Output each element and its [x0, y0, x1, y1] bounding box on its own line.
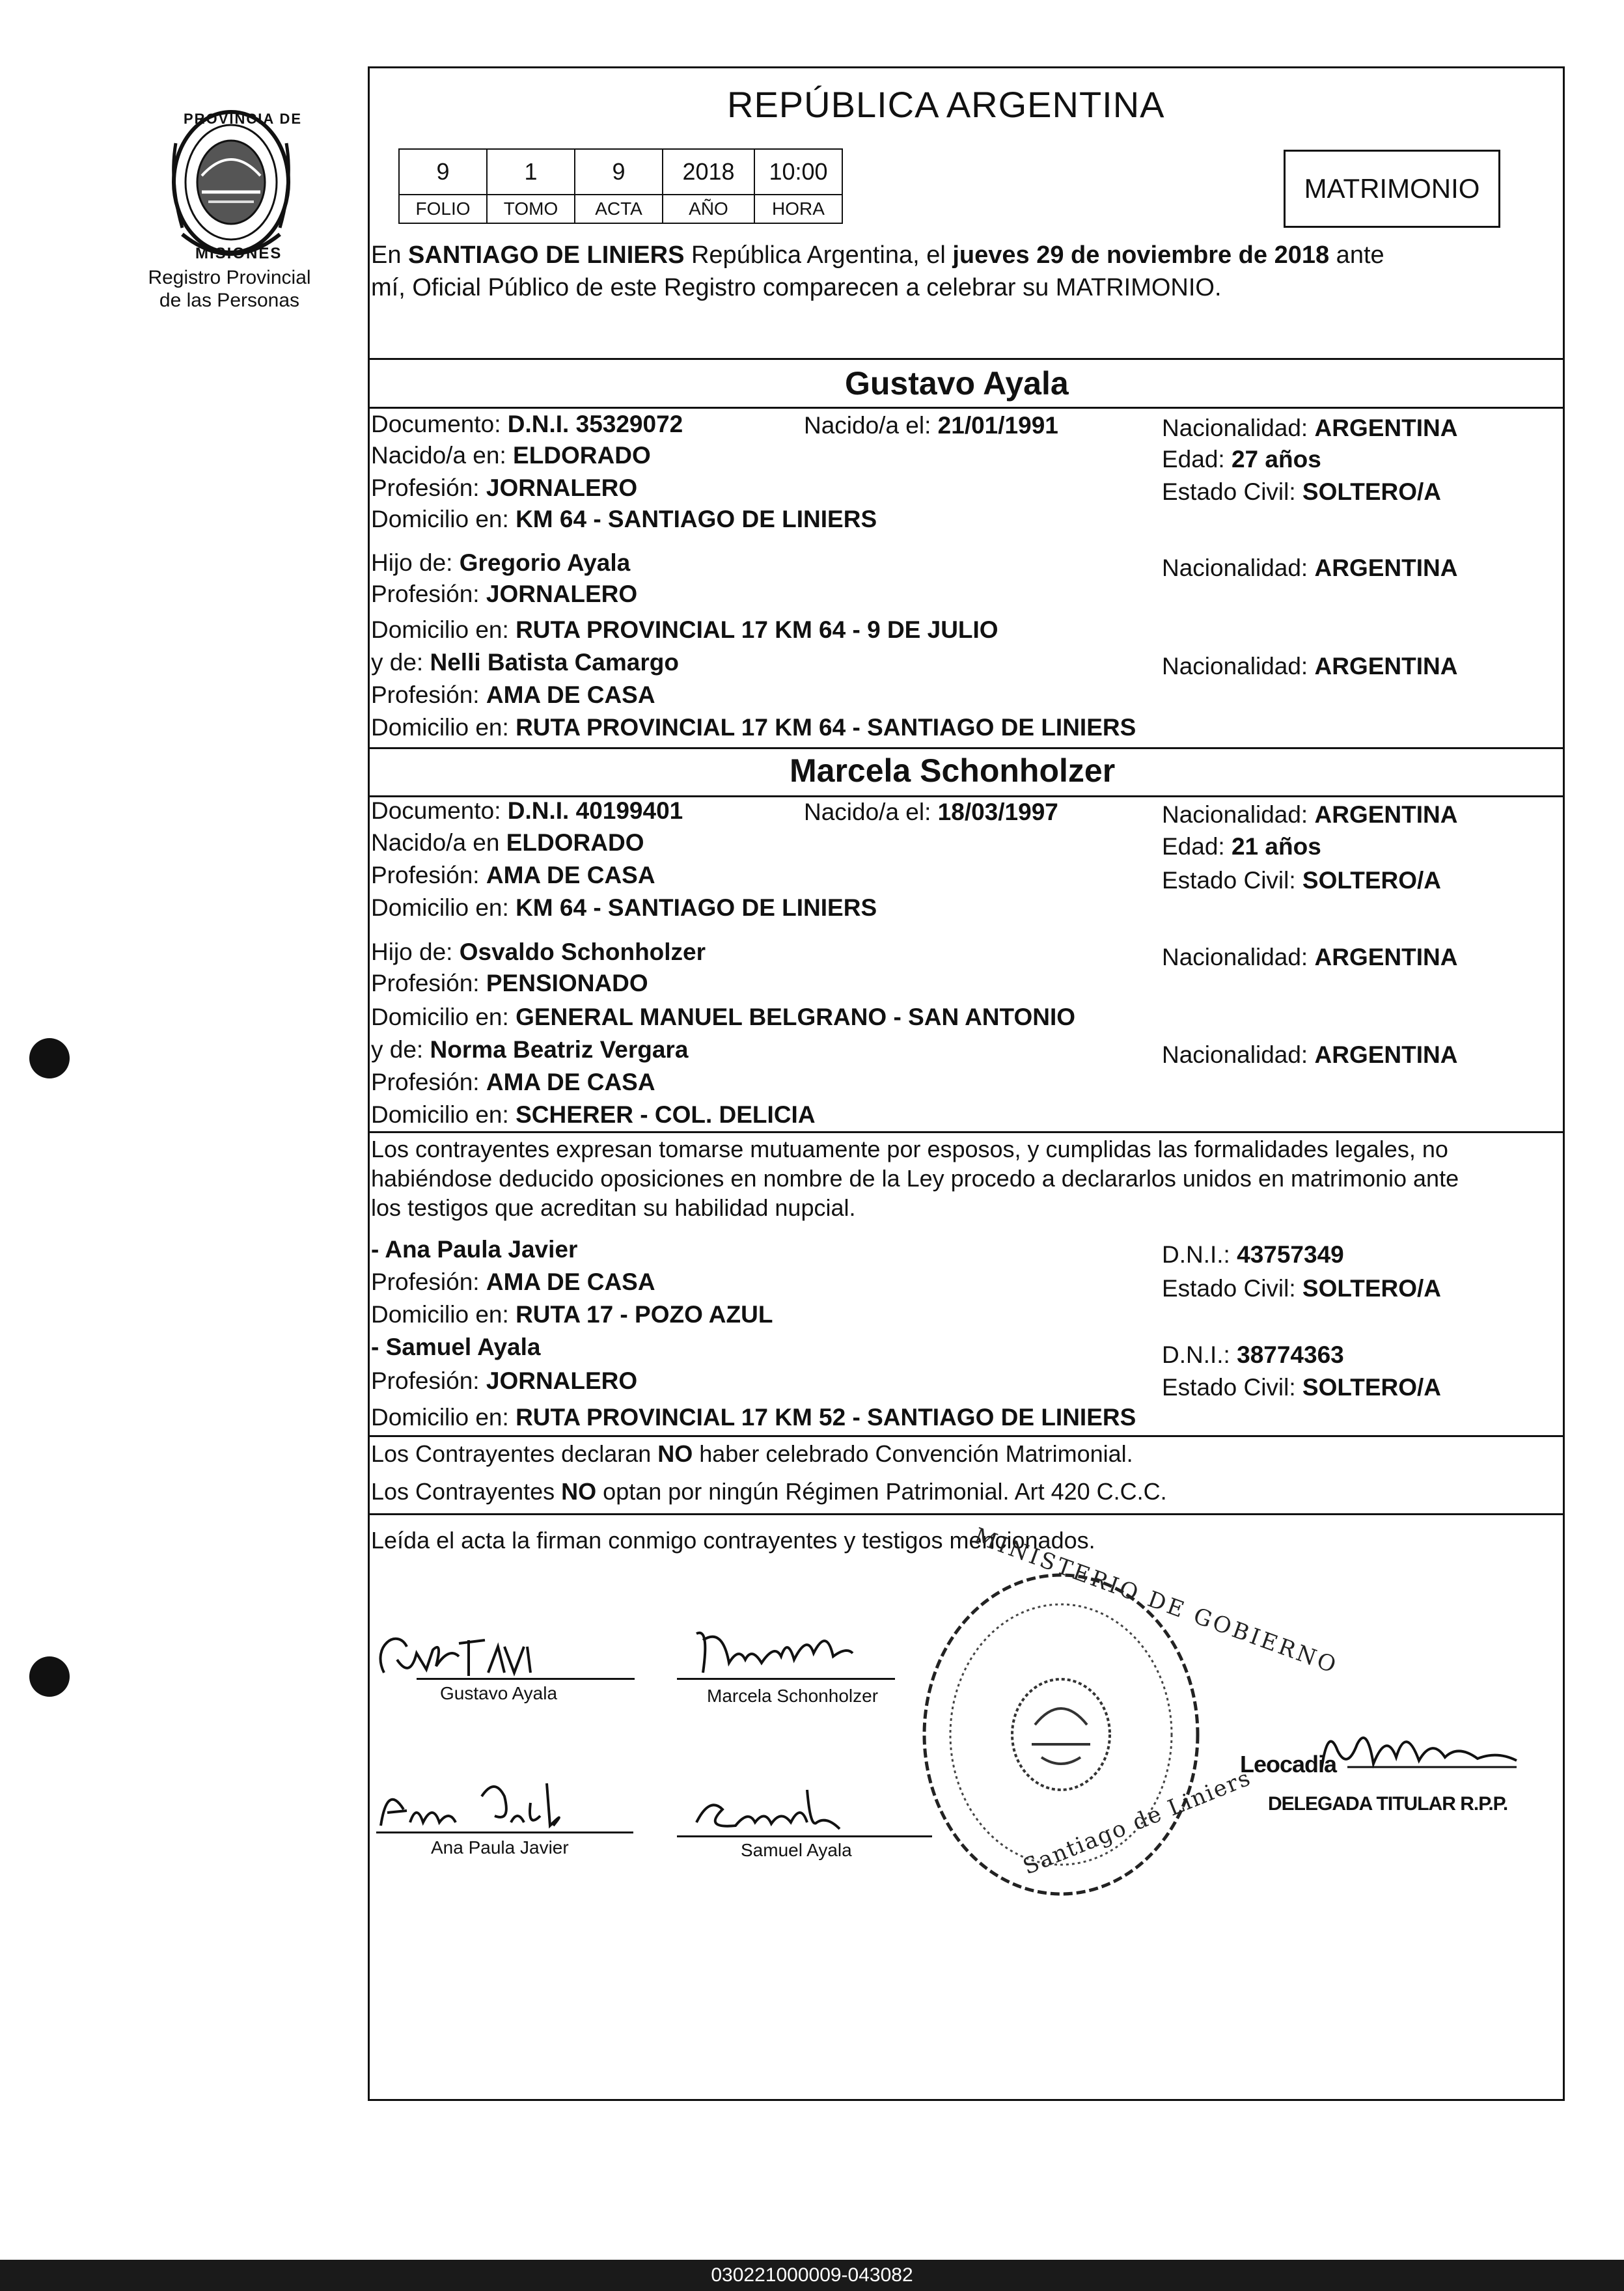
stamp-text-bottom: Santiago de Liniers	[1019, 1764, 1255, 1880]
witness-1-dni: D.N.I.: 43757349	[1162, 1241, 1344, 1268]
groom-mother-profession: Profesión: AMA DE CASA	[371, 681, 655, 708]
groom-profession: Profesión: JORNALERO	[371, 474, 638, 501]
convention-line-2: Los Contrayentes NO optan por ningún Régimen Patrimonial. Art 420 C.C.C.	[371, 1478, 1167, 1505]
intro-place: SANTIAGO DE LINIERS	[408, 241, 685, 269]
groom-signature	[371, 1621, 586, 1692]
bride-signature-caption: Marcela Schonholzer	[707, 1686, 879, 1706]
divider	[368, 1513, 1565, 1515]
intro-text-b: República Argentina, el	[684, 241, 953, 269]
bride-mother-profession: Profesión: AMA DE CASA	[371, 1069, 655, 1095]
divider	[368, 407, 1565, 409]
document-title: REPÚBLICA ARGENTINA	[727, 84, 1165, 125]
groom-nationality: Nacionalidad: ARGENTINA	[1162, 415, 1458, 441]
folio-value: 9	[398, 148, 488, 195]
intro-text-c: ante	[1329, 241, 1384, 269]
declaration-line-1: Los contrayentes expresan tomarse mutuamente por esposos, y cumplidas las formalidades legales, no	[371, 1136, 1448, 1162]
divider	[368, 1435, 1565, 1437]
witness-2-signature-caption: Samuel Ayala	[741, 1840, 852, 1860]
witness-2-signature	[677, 1783, 892, 1842]
groom-age: Edad: 27 años	[1162, 446, 1321, 473]
seal-text-bottom: MISIONES	[195, 245, 282, 262]
witness-1-address: Domicilio en: RUTA 17 - POZO AZUL	[371, 1301, 773, 1328]
groom-address: Domicilio en: KM 64 - SANTIAGO DE LINIERS	[371, 506, 877, 532]
groom-mother-nationality: Nacionalidad: ARGENTINA	[1162, 653, 1458, 679]
witness-1-signature-caption: Ana Paula Javier	[431, 1837, 569, 1858]
bride-mother-address: Domicilio en: SCHERER - COL. DELICIA	[371, 1101, 816, 1128]
bride-birthplace: Nacido/a en ELDORADO	[371, 829, 644, 856]
intro-line-1	[371, 242, 1384, 269]
bride-document: Documento: D.N.I. 40199401	[371, 797, 683, 824]
witness-2-signature-line	[677, 1835, 932, 1837]
groom-document: Documento: D.N.I. 35329072	[371, 411, 683, 437]
witness-1-civil-status: Estado Civil: SOLTERO/A	[1162, 1275, 1442, 1302]
declaration-line-3: los testigos que acreditan su habilidad nupcial.	[371, 1194, 856, 1221]
hour-label: HORA	[754, 194, 843, 224]
folio-label: FOLIO	[398, 194, 488, 224]
groom-mother: y de: Nelli Batista Camargo	[371, 649, 679, 676]
declaration-line-2: habiéndose deducido oposiciones en nombre de la Ley procedo a declararlos unidos en matrimonio ante	[371, 1165, 1459, 1192]
official-name: Leocadia	[1240, 1751, 1337, 1777]
witness-1-signature	[371, 1764, 605, 1835]
year-label: AÑO	[662, 194, 755, 224]
divider	[368, 358, 1565, 360]
witness-2-profession: Profesión: JORNALERO	[371, 1367, 638, 1394]
bride-name: Marcela Schonholzer	[790, 752, 1116, 789]
witness-1-profession: Profesión: AMA DE CASA	[371, 1269, 655, 1295]
punch-hole	[29, 1656, 70, 1697]
bride-civil-status: Estado Civil: SOLTERO/A	[1162, 867, 1442, 894]
witness-2-civil-status: Estado Civil: SOLTERO/A	[1162, 1374, 1442, 1401]
bride-profession: Profesión: AMA DE CASA	[371, 862, 655, 888]
groom-father-profession: Profesión: JORNALERO	[371, 581, 638, 607]
witness-2-address: Domicilio en: RUTA PROVINCIAL 17 KM 52 - SANTIAGO DE LINIERS	[371, 1404, 1136, 1431]
bride-father-nationality: Nacionalidad: ARGENTINA	[1162, 944, 1458, 970]
intro-text-a: En	[371, 241, 409, 269]
bride-address: Domicilio en: KM 64 - SANTIAGO DE LINIERS	[371, 894, 877, 921]
barcode-footer: 030221000009-043082	[0, 2260, 1624, 2291]
bride-born: Nacido/a el: 18/03/1997	[804, 799, 1058, 825]
bride-signature-line	[677, 1678, 895, 1680]
groom-signature-line	[417, 1678, 635, 1680]
groom-signature-caption: Gustavo Ayala	[440, 1683, 558, 1703]
stamp-text: MINISTERIO DE GOBIERNO	[970, 1522, 1342, 1680]
year-value: 2018	[662, 148, 755, 195]
convention-line-1: Los Contrayentes declaran NO haber celebrado Convención Matrimonial.	[371, 1440, 1133, 1467]
groom-father-nationality: Nacionalidad: ARGENTINA	[1162, 555, 1458, 581]
bride-father-profession: Profesión: PENSIONADO	[371, 970, 648, 996]
punch-hole	[29, 1038, 70, 1078]
groom-father: Hijo de: Gregorio Ayala	[371, 549, 631, 576]
witness-1-name: - Ana Paula Javier	[371, 1236, 578, 1263]
registry-line-2: de las Personas	[159, 289, 300, 311]
acta-label: ACTA	[574, 194, 663, 224]
bride-mother: y de: Norma Beatriz Vergara	[371, 1036, 689, 1063]
witness-2-name: - Samuel Ayala	[371, 1334, 541, 1360]
closing-statement: Leída el acta la firman conmigo contrayentes y testigos mencionados.	[371, 1527, 1095, 1554]
seal-text-top: PROVINCIA DE	[184, 111, 303, 127]
divider	[368, 1131, 1565, 1133]
witness-1-signature-line	[376, 1831, 633, 1833]
witness-2-dni: D.N.I.: 38774363	[1162, 1341, 1344, 1368]
registry-line-1: Registro Provincial	[148, 267, 311, 288]
record-type-box: MATRIMONIO	[1284, 150, 1500, 228]
tomo-label: TOMO	[486, 194, 575, 224]
bride-father: Hijo de: Osvaldo Schonholzer	[371, 939, 706, 965]
bride-father-address: Domicilio en: GENERAL MANUEL BELGRANO - SAN ANTONIO	[371, 1004, 1076, 1030]
groom-civil-status: Estado Civil: SOLTERO/A	[1162, 478, 1442, 505]
hour-value: 10:00	[754, 148, 843, 195]
official-signature	[1308, 1712, 1523, 1790]
registry-name	[117, 267, 342, 312]
bride-nationality: Nacionalidad: ARGENTINA	[1162, 801, 1458, 828]
acta-value: 9	[574, 148, 663, 195]
groom-birthplace: Nacido/a en: ELDORADO	[371, 442, 651, 469]
tomo-value: 1	[486, 148, 575, 195]
official-title: DELEGADA TITULAR R.P.P.	[1268, 1793, 1508, 1815]
bride-signature	[677, 1614, 892, 1686]
groom-mother-address: Domicilio en: RUTA PROVINCIAL 17 KM 64 - SANTIAGO DE LINIERS	[371, 714, 1136, 741]
intro-line-2: mí, Oficial Público de este Registro comparecen a celebrar su MATRIMONIO.	[371, 274, 1222, 301]
intro-date: jueves 29 de noviembre de 2018	[952, 241, 1330, 269]
bride-mother-nationality: Nacionalidad: ARGENTINA	[1162, 1041, 1458, 1068]
divider	[368, 747, 1565, 749]
groom-name: Gustavo Ayala	[845, 365, 1069, 402]
groom-born: Nacido/a el: 21/01/1991	[804, 412, 1058, 439]
bride-age: Edad: 21 años	[1162, 833, 1321, 860]
groom-father-address: Domicilio en: RUTA PROVINCIAL 17 KM 64 - 9 DE JULIO	[371, 616, 998, 643]
